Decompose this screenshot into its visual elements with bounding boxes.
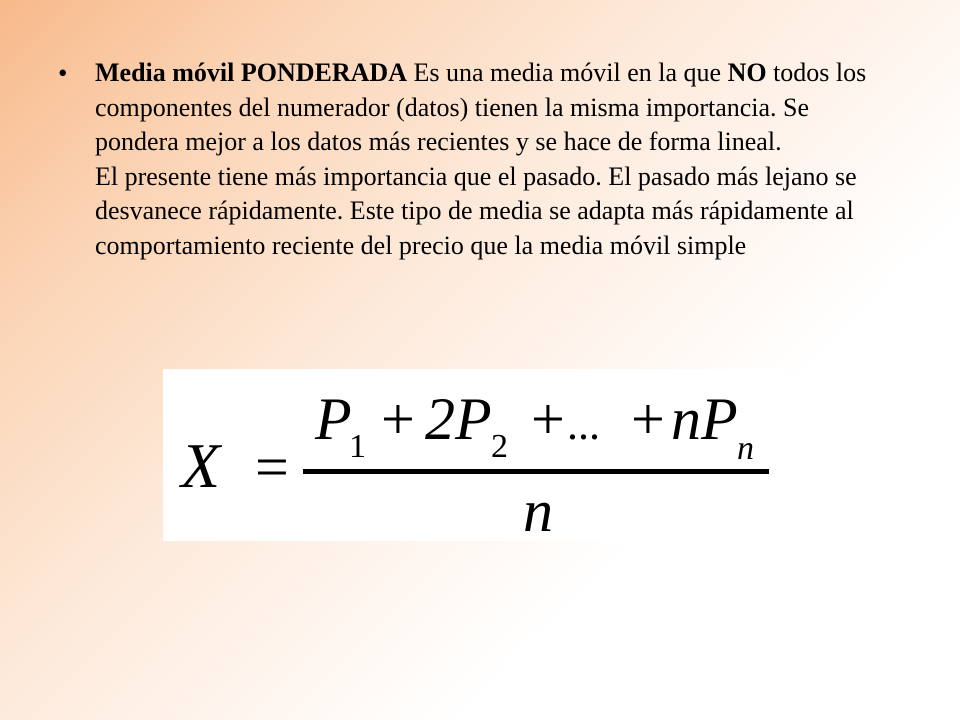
num-p1: P <box>315 386 352 452</box>
formula-lhs: X <box>181 430 221 501</box>
num-p2-sub: 2 <box>491 428 508 465</box>
num-2p: 2P <box>425 386 492 452</box>
formula-denominator: n <box>523 478 553 541</box>
text-line2: todos los componentes del numerador (datos) tienen la misma importancia. Se pondera mejor a los datos más recientes y se hace de forma lineal. <box>95 58 867 157</box>
paragraph-2: El presente tiene más importancia que el pasado. El pasado más lejano se desvanece rápidamente. Este tipo de media se adapta más rápidamente al comportamiento reciente del precio que la media móvil simple <box>95 161 857 260</box>
no-bold: NO <box>727 58 767 87</box>
num-plus3: + <box>631 386 665 452</box>
num-np: nP <box>671 386 738 452</box>
text-line1: Es una media móvil en la que <box>406 58 728 87</box>
formula-equals: = <box>255 434 289 500</box>
formula-svg <box>163 369 783 541</box>
num-pn-sub: n <box>737 430 754 467</box>
bullet-dot: • <box>58 58 68 88</box>
fraction-bar <box>303 469 769 474</box>
bullet-paragraph <box>58 56 878 264</box>
num-p1-sub: 1 <box>349 428 366 465</box>
bullet-text <box>95 56 878 264</box>
num-plus2: + <box>531 386 565 452</box>
title-bold: Media móvil PONDERADA <box>95 58 407 87</box>
num-plus1: + <box>381 386 415 452</box>
formula-image <box>163 369 783 541</box>
num-ellipsis: ... <box>567 400 600 449</box>
